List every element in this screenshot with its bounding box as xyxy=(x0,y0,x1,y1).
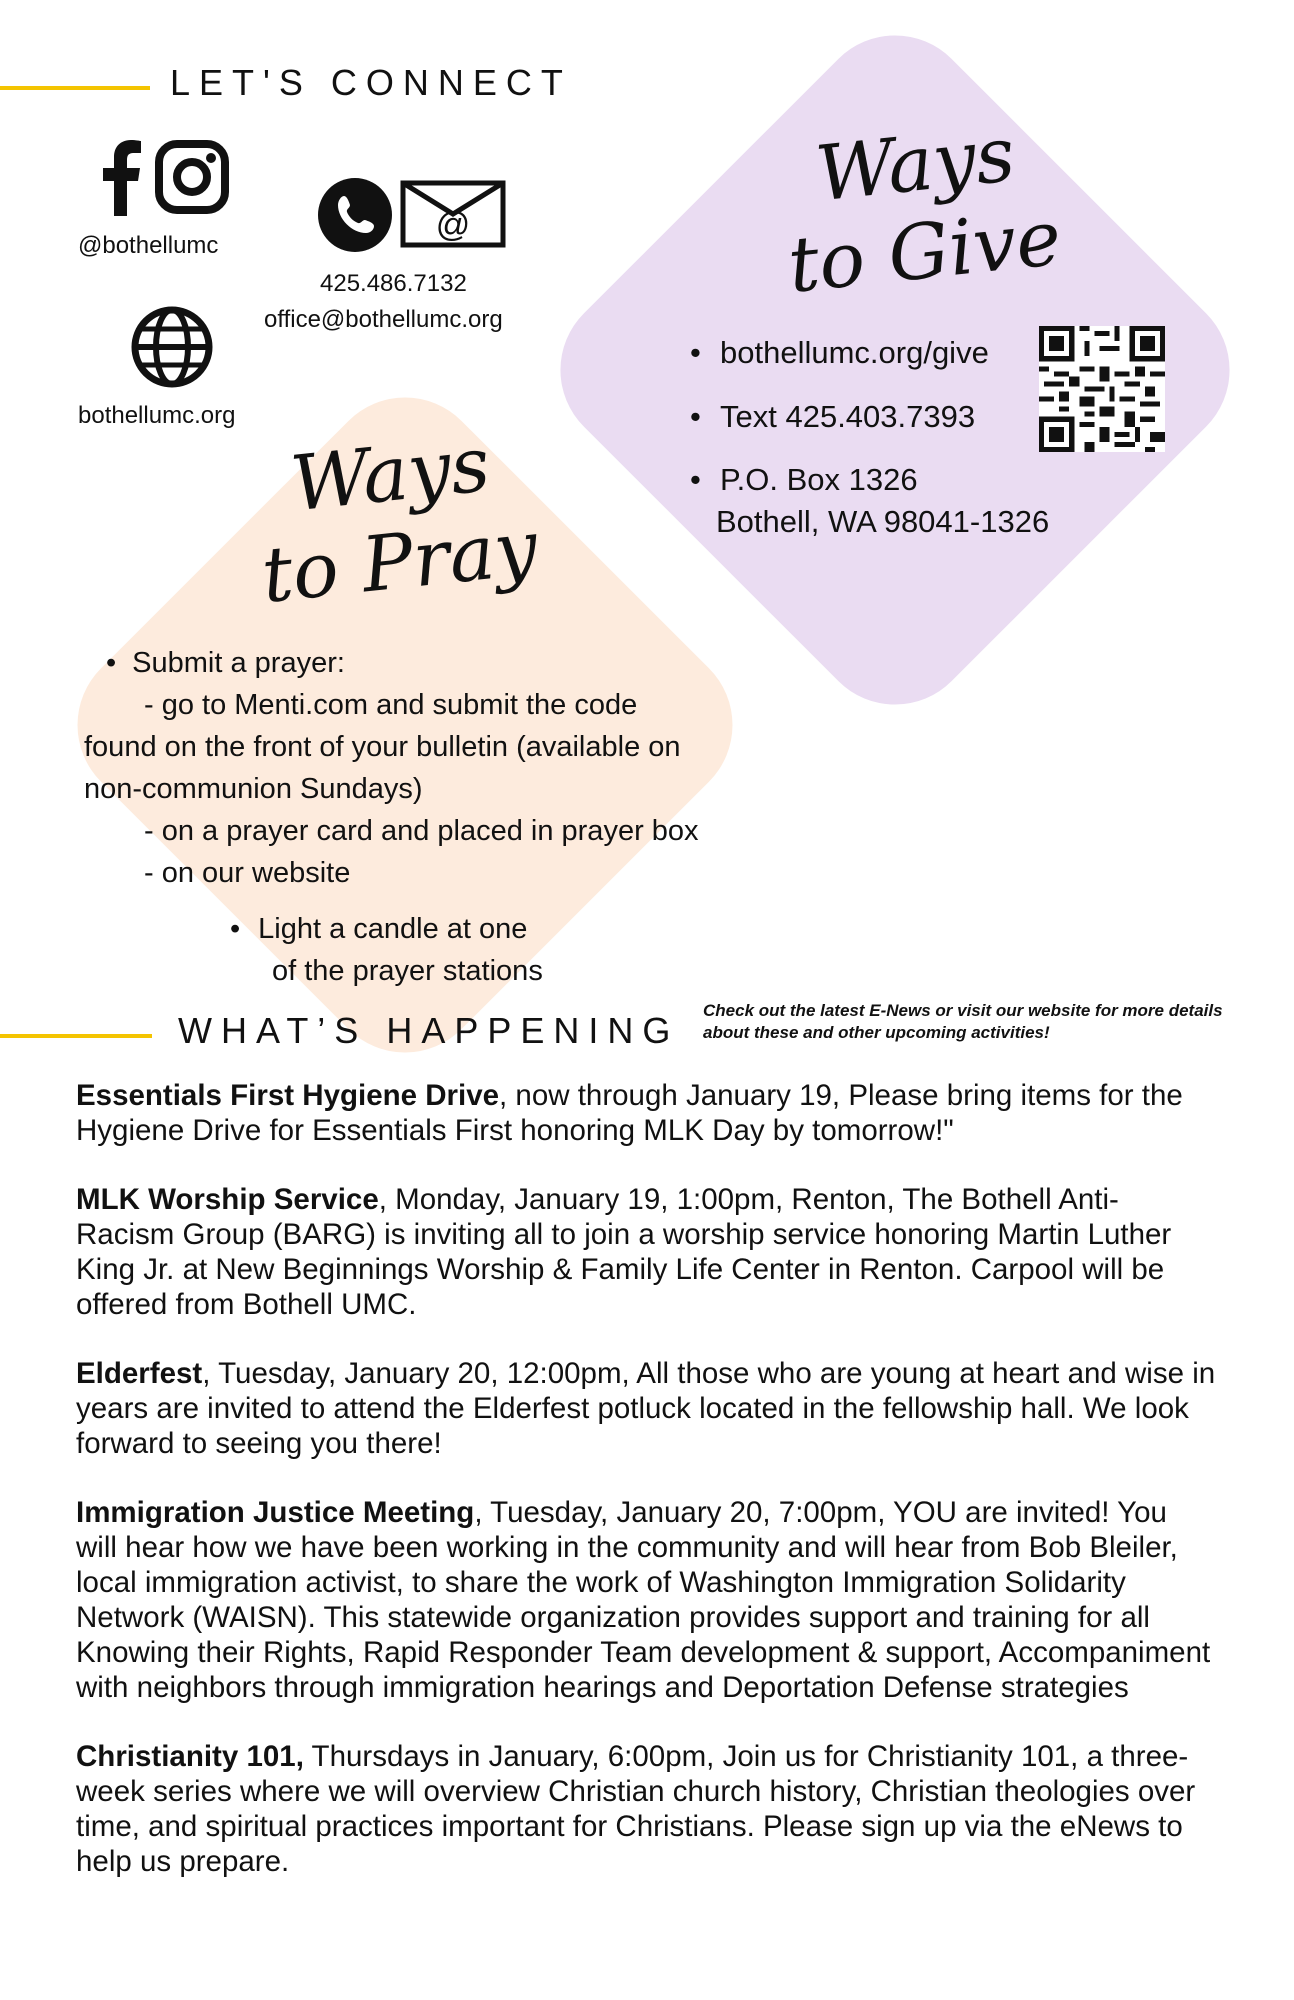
pray-line-menti-3: non-communion Sundays) xyxy=(84,773,423,805)
pray-item-candle xyxy=(230,908,630,992)
website-link[interactable]: bothellumc.org xyxy=(78,402,236,429)
bullet: • xyxy=(106,647,117,679)
pray-line-web[interactable]: - on our website xyxy=(144,857,351,889)
pray-item-submit xyxy=(84,642,744,684)
event-details: , now through January 19, Please bring items for the Hygiene Drive for Essentials First honoring MLK Day by tomorrow!" xyxy=(76,1079,1183,1147)
happening-note: Check out the latest E-News or visit our website for more details about these and other upcoming activities! xyxy=(703,1001,1223,1042)
pray-line-menti-2: found on the front of your bulletin (available on xyxy=(84,731,681,763)
ways-to-pray-title: Ways to Pray xyxy=(257,419,542,620)
event-name: Essentials First Hygiene Drive xyxy=(76,1079,500,1112)
ways-to-give-title: Ways to Give xyxy=(783,109,1066,310)
pray-candle-1: Light a candle at one xyxy=(258,913,528,945)
event-details: , Tuesday, January 20, 12:00pm, All those who are young at heart and wise in years are invited to attend the Elderfest potluck located in the fellowship hall. We look forward to seeing you there! xyxy=(76,1357,1216,1460)
happening-title: WHAT’S HAPPENING xyxy=(178,1010,680,1051)
email-icon[interactable] xyxy=(400,180,506,248)
social-handle[interactable]: @bothellumc xyxy=(78,232,219,259)
bullet: • xyxy=(230,913,241,945)
connect-title: LET'S CONNECT xyxy=(170,62,572,103)
event-item xyxy=(76,1078,1216,1148)
give-item-mail: • P.O. Box 1326 xyxy=(690,462,1049,498)
give-item-mail-city: Bothell, WA 98041-1326 xyxy=(716,503,1050,539)
events-list xyxy=(76,1078,1216,1913)
event-details: , Tuesday, January 20, 7:00pm, YOU are invited! You will hear how we have been working in the community and will hear from Bob Bleiler, local immigration activist, to share the work of Washington Immigration Solidarity Network (WAISN). This statewide organization provides support and training for all Knowing their Rights, Rapid Responder Team development & support, Accompaniment with neighbors through immigration hearings and Deportation Defense strategies xyxy=(76,1496,1211,1704)
happening-rule xyxy=(0,1034,152,1038)
pray-submit-label: Submit a prayer: xyxy=(132,647,345,679)
give-item-web[interactable]: • bothellumc.org/give xyxy=(690,335,1049,371)
event-name: Elderfest xyxy=(76,1357,203,1390)
svg-text:@: @ xyxy=(435,206,471,244)
qr-code-icon[interactable] xyxy=(1038,326,1166,452)
event-name: MLK Worship Service xyxy=(76,1183,379,1216)
event-item xyxy=(76,1739,1216,1879)
globe-icon[interactable] xyxy=(130,305,214,389)
phone-icon[interactable] xyxy=(318,178,392,252)
give-list xyxy=(690,335,1049,540)
event-details: Thursdays in January, 6:00pm, Join us for Christianity 101, a three-week series where we will overview Christian church history, Christian theologies over time, and spiritual practices important for Christians. Please sign up via the eNews to help us prepare. xyxy=(76,1740,1196,1878)
pray-list xyxy=(84,642,744,894)
pray-candle-2: of the prayer stations xyxy=(272,955,543,987)
connect-rule xyxy=(0,86,150,90)
instagram-icon[interactable] xyxy=(155,140,229,214)
event-name: Immigration Justice Meeting xyxy=(76,1496,475,1529)
event-item xyxy=(76,1182,1216,1322)
give-item-text[interactable]: • Text 425.403.7393 xyxy=(690,399,1049,435)
pray-line-card: - on a prayer card and placed in prayer box xyxy=(144,815,699,847)
event-item xyxy=(76,1356,1216,1461)
email-address[interactable]: office@bothellumc.org xyxy=(264,306,503,333)
event-name: Christianity 101, xyxy=(76,1740,304,1773)
pray-line-menti: - go to Menti.com and submit the code xyxy=(144,689,638,721)
event-item xyxy=(76,1495,1216,1705)
phone-number[interactable]: 425.486.7132 xyxy=(320,270,467,297)
facebook-icon[interactable] xyxy=(100,138,142,216)
event-details: , Monday, January 19, 1:00pm, Renton, The Bothell Anti-Racism Group (BARG) is inviting all to join a worship service honoring Martin Luther King Jr. at New Beginnings Worship & Family Life Center in Renton. Carpool will be offered from Bothell UMC. xyxy=(76,1183,1172,1321)
